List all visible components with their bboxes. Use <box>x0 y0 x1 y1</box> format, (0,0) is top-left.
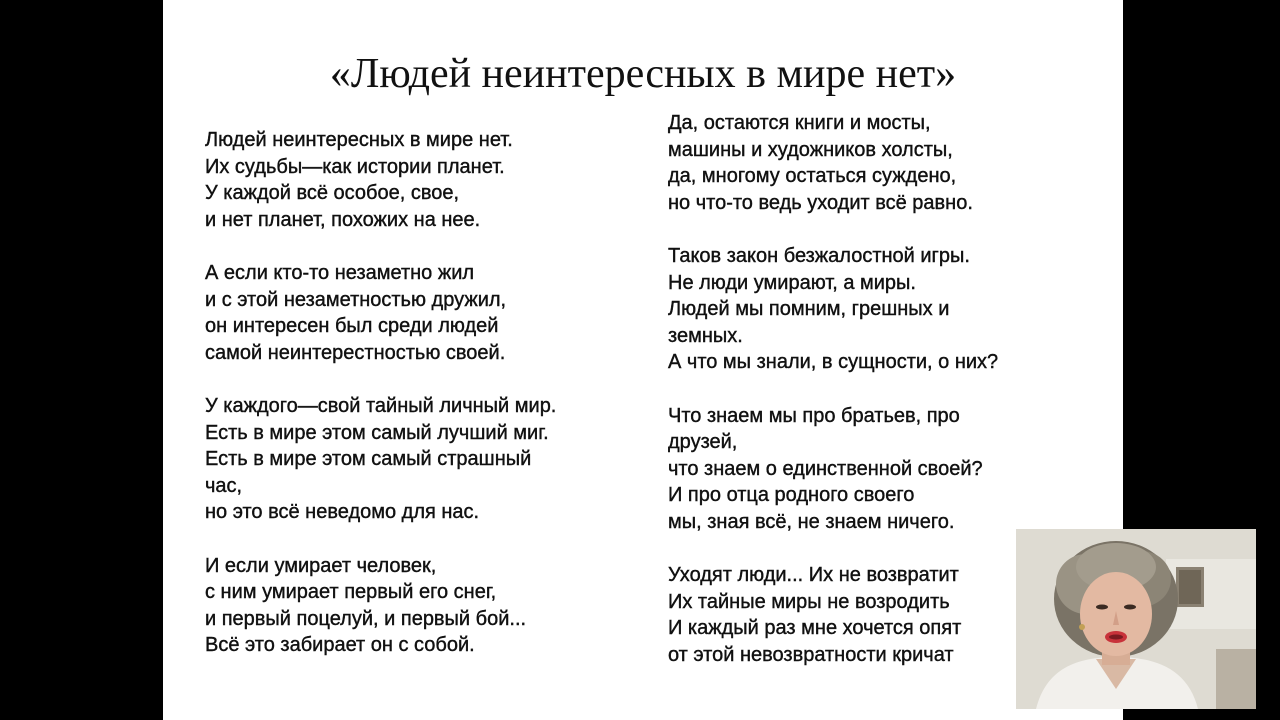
poem-line: что знаем о единственной своей? <box>668 457 983 480</box>
stanza <box>205 260 635 366</box>
presenter-video-icon <box>1016 529 1256 709</box>
stanza <box>668 243 1088 376</box>
poem-line: И про отца родного своего <box>668 484 915 506</box>
poem-line: Да, остаются книги и мосты, <box>668 112 931 134</box>
poem-line: и с этой незаметностью дружил, <box>205 288 507 311</box>
poem-line: А если кто-то незаметно жил <box>205 262 475 284</box>
stanza <box>668 110 1088 216</box>
poem-line: он интересен был среди людей <box>205 315 499 337</box>
poem-line: от этой невозвратности кричат <box>668 643 954 666</box>
presentation-slide <box>163 0 1123 720</box>
poem-line: А что мы знали, в сущности, о них? <box>668 351 999 373</box>
poem-line: Людей мы помним, грешных и <box>668 298 950 320</box>
poem-line: час, <box>205 474 243 497</box>
poem-line: мы, зная всё, не знаем ничего. <box>668 510 955 533</box>
poem-line: Их судьбы—как истории планет. <box>205 155 505 178</box>
poem-line: но что-то ведь уходит всё равно. <box>668 191 973 214</box>
poem-line: и первый поцелуй, и первый бой... <box>205 607 527 630</box>
slide-title: «Людей неинтересных в мире нет» <box>329 51 957 97</box>
stanza <box>205 393 635 526</box>
poem-line: да, многому остаться суждено, <box>668 165 957 187</box>
poem-line: И если умирает человек, <box>205 554 437 577</box>
poem-line: Всё это забирает он с собой. <box>205 634 475 656</box>
poem-line: и нет планет, похожих на нее. <box>205 208 481 231</box>
poem-line: машины и художников холсты, <box>668 138 953 161</box>
poem-line: Не люди умирают, а миры. <box>668 271 916 294</box>
poem-line: земных. <box>668 324 743 347</box>
poem-line: Что знаем мы про братьев, про <box>668 404 960 427</box>
stanza <box>668 403 1088 536</box>
stanza <box>205 553 635 659</box>
poem-line: с ним умирает первый его снег, <box>205 581 497 603</box>
stanza <box>205 127 635 233</box>
poem-line: но это всё неведомо для нас. <box>205 501 480 523</box>
poem-line: И каждый раз мне хочется опят <box>668 617 962 639</box>
poem-line: Есть в мире этом самый страшный <box>205 448 532 470</box>
poem-line: Уходят люди... Их не возвратит <box>668 564 959 586</box>
poem-line: У каждого—свой тайный личный мир. <box>205 395 557 417</box>
poem-line: самой неинтерестностью своей. <box>205 341 506 364</box>
poem-line: Есть в мире этом самый лучший миг. <box>205 421 549 444</box>
poem-line: У каждой всё особое, свое, <box>205 182 460 204</box>
presenter-video <box>1016 529 1256 709</box>
poem-line: друзей, <box>668 431 738 453</box>
poem-line: Таков закон безжалостной игры. <box>668 245 970 267</box>
poem-line: Людей неинтересных в мире нет. <box>205 129 513 151</box>
poem-line: Их тайные миры не возродить <box>668 590 950 613</box>
poem-left-column <box>205 127 635 686</box>
